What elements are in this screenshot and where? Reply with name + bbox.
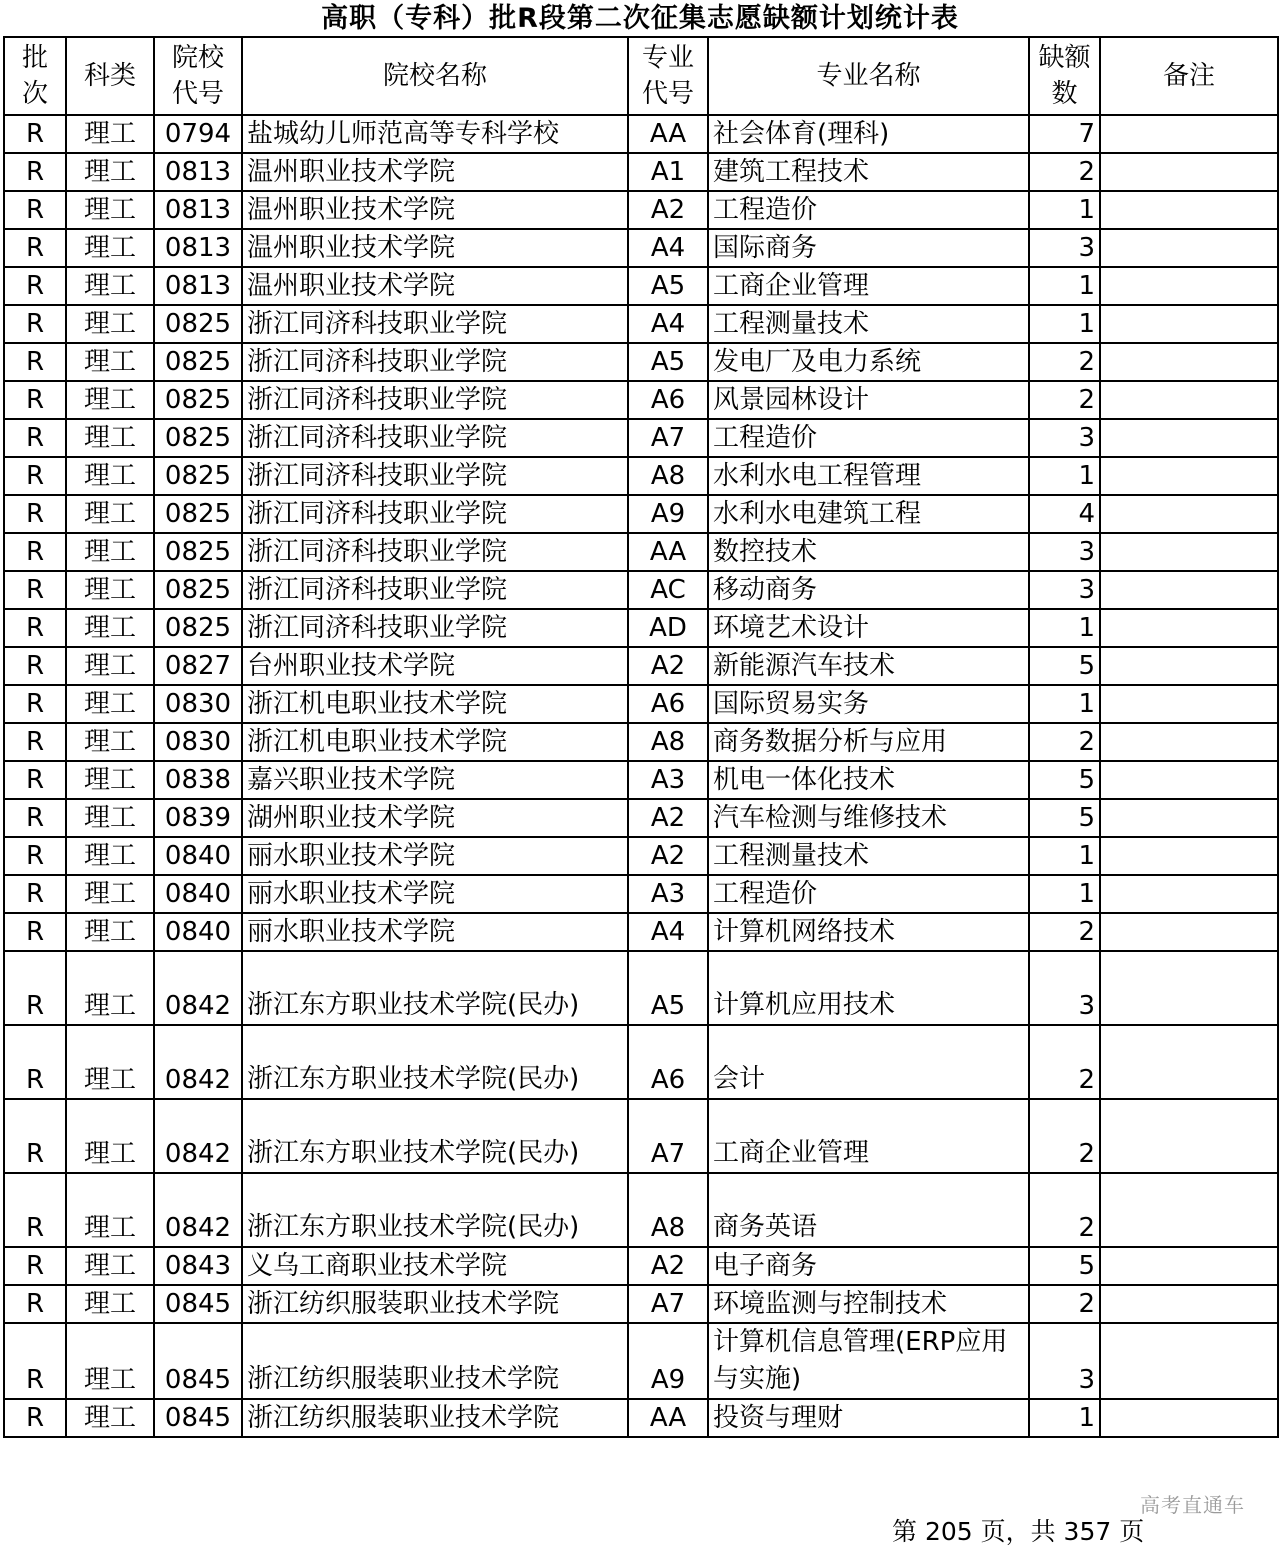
cell-major-code: A4 — [628, 913, 708, 951]
cell-school-code: 0842 — [154, 1173, 242, 1247]
page-title: 高职（专科）批R段第二次征集志愿缺额计划统计表 — [321, 3, 959, 34]
cell-category: 理工 — [66, 267, 154, 305]
cell-school-name: 浙江机电职业技术学院 — [242, 723, 628, 761]
header-major-code: 专业代号 — [628, 37, 708, 115]
cell-major-code: A5 — [628, 951, 708, 1025]
cell-school-code: 0845 — [154, 1399, 242, 1437]
cell-major-name: 计算机网络技术 — [708, 913, 1029, 951]
cell-remarks — [1100, 761, 1278, 799]
cell-major-code: A7 — [628, 1285, 708, 1323]
cell-vacancies: 4 — [1029, 495, 1100, 533]
cell-school-code: 0840 — [154, 913, 242, 951]
cell-category: 理工 — [66, 495, 154, 533]
cell-remarks — [1100, 875, 1278, 913]
cell-vacancies: 1 — [1029, 609, 1100, 647]
cell-remarks — [1100, 381, 1278, 419]
cell-major-name: 数控技术 — [708, 533, 1029, 571]
cell-school-name: 盐城幼儿师范高等专科学校 — [242, 115, 628, 153]
cell-major-code: AA — [628, 115, 708, 153]
cell-batch: R — [4, 153, 66, 191]
cell-school-code: 0825 — [154, 419, 242, 457]
cell-school-code: 0825 — [154, 305, 242, 343]
cell-major-name: 国际贸易实务 — [708, 685, 1029, 723]
cell-major-code: A8 — [628, 457, 708, 495]
cell-school-name: 温州职业技术学院 — [242, 229, 628, 267]
cell-major-name: 水利水电建筑工程 — [708, 495, 1029, 533]
cell-major-code: A1 — [628, 153, 708, 191]
cell-major-code: AC — [628, 571, 708, 609]
cell-vacancies: 3 — [1029, 1323, 1100, 1399]
table-row — [4, 723, 1278, 761]
table-row — [4, 913, 1278, 951]
table-row — [4, 647, 1278, 685]
cell-major-name: 风景园林设计 — [708, 381, 1029, 419]
cell-major-name: 发电厂及电力系统 — [708, 343, 1029, 381]
cell-vacancies: 3 — [1029, 533, 1100, 571]
cell-school-code: 0825 — [154, 343, 242, 381]
cell-major-code: A8 — [628, 723, 708, 761]
cell-school-name-text: 浙江东方职业技术学院(民办) — [247, 1064, 580, 1094]
cell-remarks — [1100, 153, 1278, 191]
cell-batch: R — [4, 761, 66, 799]
cell-major-name: 商务数据分析与应用 — [708, 723, 1029, 761]
cell-major-name-text: 会计 — [713, 1064, 766, 1094]
cell-major-code: A3 — [628, 875, 708, 913]
cell-batch: R — [4, 837, 66, 875]
cell-batch: R — [4, 305, 66, 343]
cell-major-name: 工程造价 — [708, 191, 1029, 229]
cell-remarks — [1100, 799, 1278, 837]
cell-category: 理工 — [66, 457, 154, 495]
cell-school-code: 0825 — [154, 609, 242, 647]
cell-major-name: 机电一体化技术 — [708, 761, 1029, 799]
cell-school-name: 温州职业技术学院 — [242, 267, 628, 305]
table-row — [4, 381, 1278, 419]
table-row — [4, 761, 1278, 799]
cell-vacancies: 2 — [1029, 343, 1100, 381]
cell-major-code: A4 — [628, 229, 708, 267]
cell-remarks — [1100, 419, 1278, 457]
cell-category: 理工 — [66, 419, 154, 457]
cell-remarks — [1100, 457, 1278, 495]
cell-remarks — [1100, 647, 1278, 685]
cell-vacancies: 1 — [1029, 837, 1100, 875]
cell-major-name: 新能源汽车技术 — [708, 647, 1029, 685]
cell-vacancies: 1 — [1029, 875, 1100, 913]
cell-school-code: 0825 — [154, 571, 242, 609]
cell-major-name: 社会体育(理科) — [708, 115, 1029, 153]
cell-major-code: A5 — [628, 267, 708, 305]
cell-batch: R — [4, 229, 66, 267]
cell-major-name: 水利水电工程管理 — [708, 457, 1029, 495]
vacancy-table — [3, 36, 1279, 1438]
cell-batch: R — [4, 457, 66, 495]
table-row — [4, 1247, 1278, 1285]
cell-vacancies: 5 — [1029, 761, 1100, 799]
cell-batch: R — [4, 267, 66, 305]
cell-batch: R — [4, 647, 66, 685]
cell-remarks — [1100, 913, 1278, 951]
cell-school-name — [242, 951, 628, 1025]
cell-vacancies: 2 — [1029, 1173, 1100, 1247]
cell-category: 理工 — [66, 685, 154, 723]
table-row — [4, 115, 1278, 153]
cell-school-name-text: 浙江纺织服装职业技术学院 — [247, 1364, 560, 1394]
cell-major-name: 电子商务 — [708, 1247, 1029, 1285]
table-row — [4, 875, 1278, 913]
cell-batch: R — [4, 723, 66, 761]
cell-school-name: 义乌工商职业技术学院 — [242, 1247, 628, 1285]
cell-major-name-text: 工商企业管理 — [713, 1138, 870, 1168]
cell-school-name: 嘉兴职业技术学院 — [242, 761, 628, 799]
cell-batch: R — [4, 571, 66, 609]
cell-major-name-text: 计算机应用技术 — [713, 990, 896, 1020]
cell-major-name — [708, 1025, 1029, 1099]
cell-major-name: 汽车检测与维修技术 — [708, 799, 1029, 837]
cell-major-code: AD — [628, 609, 708, 647]
cell-category: 理工 — [66, 1173, 154, 1247]
cell-major-code: A2 — [628, 1247, 708, 1285]
cell-school-name-text: 浙江东方职业技术学院(民办) — [247, 1212, 580, 1242]
table-row — [4, 1173, 1278, 1247]
cell-remarks — [1100, 571, 1278, 609]
cell-vacancies: 3 — [1029, 419, 1100, 457]
cell-major-code: A7 — [628, 419, 708, 457]
cell-vacancies: 5 — [1029, 799, 1100, 837]
cell-remarks — [1100, 837, 1278, 875]
cell-school-name-text: 浙江东方职业技术学院(民办) — [247, 990, 580, 1020]
cell-school-code: 0840 — [154, 875, 242, 913]
cell-category: 理工 — [66, 153, 154, 191]
table-row — [4, 267, 1278, 305]
cell-major-name: 投资与理财 — [708, 1399, 1029, 1437]
cell-remarks — [1100, 1285, 1278, 1323]
cell-remarks — [1100, 115, 1278, 153]
cell-school-name: 湖州职业技术学院 — [242, 799, 628, 837]
cell-remarks — [1100, 723, 1278, 761]
table-row — [4, 305, 1278, 343]
table-row — [4, 1025, 1278, 1099]
cell-batch: R — [4, 1399, 66, 1437]
cell-major-code: A7 — [628, 1099, 708, 1173]
cell-remarks — [1100, 191, 1278, 229]
cell-remarks — [1100, 495, 1278, 533]
table-row — [4, 229, 1278, 267]
cell-category: 理工 — [66, 343, 154, 381]
cell-major-name: 环境监测与控制技术 — [708, 1285, 1029, 1323]
cell-school-name — [242, 1025, 628, 1099]
cell-major-code: A3 — [628, 761, 708, 799]
cell-major-code: AA — [628, 533, 708, 571]
cell-remarks — [1100, 609, 1278, 647]
cell-remarks — [1100, 1025, 1278, 1099]
cell-category: 理工 — [66, 305, 154, 343]
cell-category: 理工 — [66, 609, 154, 647]
cell-vacancies: 2 — [1029, 723, 1100, 761]
cell-batch: R — [4, 1025, 66, 1099]
cell-school-code: 0825 — [154, 495, 242, 533]
table-row — [4, 533, 1278, 571]
cell-category: 理工 — [66, 1025, 154, 1099]
cell-school-name: 浙江同济科技职业学院 — [242, 305, 628, 343]
cell-school-name: 浙江机电职业技术学院 — [242, 685, 628, 723]
table-row — [4, 837, 1278, 875]
cell-school-name: 温州职业技术学院 — [242, 191, 628, 229]
cell-category: 理工 — [66, 1247, 154, 1285]
cell-school-code: 0845 — [154, 1285, 242, 1323]
cell-school-name: 浙江同济科技职业学院 — [242, 419, 628, 457]
table-row — [4, 343, 1278, 381]
cell-school-code: 0794 — [154, 115, 242, 153]
cell-school-code: 0842 — [154, 951, 242, 1025]
cell-school-code: 0842 — [154, 1025, 242, 1099]
cell-remarks — [1100, 1399, 1278, 1437]
cell-batch: R — [4, 799, 66, 837]
cell-major-code: A2 — [628, 799, 708, 837]
cell-major-name: 工商企业管理 — [708, 267, 1029, 305]
cell-major-name: 工程造价 — [708, 419, 1029, 457]
cell-remarks — [1100, 951, 1278, 1025]
cell-school-name — [242, 1323, 628, 1399]
cell-school-code: 0813 — [154, 191, 242, 229]
cell-school-name: 浙江同济科技职业学院 — [242, 609, 628, 647]
cell-school-name: 丽水职业技术学院 — [242, 875, 628, 913]
cell-school-name: 浙江同济科技职业学院 — [242, 457, 628, 495]
cell-major-code: A2 — [628, 191, 708, 229]
cell-vacancies: 2 — [1029, 1285, 1100, 1323]
cell-major-name — [708, 951, 1029, 1025]
cell-vacancies: 1 — [1029, 305, 1100, 343]
cell-batch: R — [4, 533, 66, 571]
cell-batch: R — [4, 343, 66, 381]
table-row — [4, 609, 1278, 647]
cell-school-name: 浙江纺织服装职业技术学院 — [242, 1285, 628, 1323]
header-row — [4, 37, 1278, 115]
cell-category: 理工 — [66, 1323, 154, 1399]
cell-category: 理工 — [66, 647, 154, 685]
cell-batch: R — [4, 951, 66, 1025]
cell-category: 理工 — [66, 951, 154, 1025]
table-row — [4, 1285, 1278, 1323]
cell-category: 理工 — [66, 533, 154, 571]
cell-school-name — [242, 1099, 628, 1173]
cell-vacancies: 2 — [1029, 381, 1100, 419]
cell-remarks — [1100, 305, 1278, 343]
cell-vacancies: 2 — [1029, 1025, 1100, 1099]
cell-batch: R — [4, 495, 66, 533]
cell-vacancies: 3 — [1029, 571, 1100, 609]
table-row — [4, 1323, 1278, 1399]
cell-batch: R — [4, 1323, 66, 1399]
cell-remarks — [1100, 343, 1278, 381]
cell-remarks — [1100, 1247, 1278, 1285]
cell-school-name: 浙江同济科技职业学院 — [242, 533, 628, 571]
cell-vacancies: 1 — [1029, 267, 1100, 305]
cell-batch: R — [4, 191, 66, 229]
header-batch: 批次 — [4, 37, 66, 115]
cell-batch: R — [4, 1247, 66, 1285]
header-school-code: 院校代号 — [154, 37, 242, 115]
cell-major-name — [708, 1099, 1029, 1173]
cell-major-name-text: 计算机信息管理(ERP应用与实施) — [713, 1327, 1008, 1394]
cell-school-code: 0843 — [154, 1247, 242, 1285]
cell-major-name: 工程造价 — [708, 875, 1029, 913]
cell-major-code: A6 — [628, 1025, 708, 1099]
cell-school-code: 0827 — [154, 647, 242, 685]
cell-school-name: 温州职业技术学院 — [242, 153, 628, 191]
cell-category: 理工 — [66, 837, 154, 875]
cell-school-code: 0842 — [154, 1099, 242, 1173]
cell-batch: R — [4, 381, 66, 419]
cell-major-code: A6 — [628, 685, 708, 723]
watermark: 高考直通车 — [1140, 1493, 1245, 1517]
cell-batch: R — [4, 1099, 66, 1173]
cell-category: 理工 — [66, 1399, 154, 1437]
cell-vacancies: 1 — [1029, 685, 1100, 723]
table-row — [4, 457, 1278, 495]
cell-batch: R — [4, 913, 66, 951]
cell-school-code: 0825 — [154, 381, 242, 419]
cell-remarks — [1100, 533, 1278, 571]
page-indicator: 第 205 页，共 357 页 — [892, 1517, 1145, 1546]
cell-remarks — [1100, 1323, 1278, 1399]
cell-major-name — [708, 1173, 1029, 1247]
cell-category: 理工 — [66, 229, 154, 267]
cell-category: 理工 — [66, 875, 154, 913]
cell-remarks — [1100, 685, 1278, 723]
cell-category: 理工 — [66, 1099, 154, 1173]
cell-school-code: 0830 — [154, 685, 242, 723]
cell-school-name: 丽水职业技术学院 — [242, 913, 628, 951]
cell-school-name: 浙江同济科技职业学院 — [242, 571, 628, 609]
cell-school-code: 0845 — [154, 1323, 242, 1399]
cell-vacancies: 7 — [1029, 115, 1100, 153]
header-category: 科类 — [66, 37, 154, 115]
cell-school-code: 0813 — [154, 229, 242, 267]
cell-major-code: A5 — [628, 343, 708, 381]
cell-category: 理工 — [66, 761, 154, 799]
cell-major-code: AA — [628, 1399, 708, 1437]
table-row — [4, 419, 1278, 457]
cell-school-name-text: 浙江东方职业技术学院(民办) — [247, 1138, 580, 1168]
table-body — [4, 115, 1278, 1437]
cell-school-code: 0813 — [154, 153, 242, 191]
cell-major-code: A4 — [628, 305, 708, 343]
table-row — [4, 1399, 1278, 1437]
cell-batch: R — [4, 1173, 66, 1247]
cell-category: 理工 — [66, 191, 154, 229]
cell-school-code: 0839 — [154, 799, 242, 837]
cell-major-name: 环境艺术设计 — [708, 609, 1029, 647]
cell-vacancies: 2 — [1029, 153, 1100, 191]
cell-school-name: 台州职业技术学院 — [242, 647, 628, 685]
cell-school-name: 浙江同济科技职业学院 — [242, 343, 628, 381]
cell-major-code: A2 — [628, 837, 708, 875]
cell-vacancies: 3 — [1029, 951, 1100, 1025]
cell-batch: R — [4, 419, 66, 457]
cell-category: 理工 — [66, 799, 154, 837]
cell-school-name: 浙江同济科技职业学院 — [242, 381, 628, 419]
cell-remarks — [1100, 1099, 1278, 1173]
cell-major-name: 建筑工程技术 — [708, 153, 1029, 191]
header-major-name: 专业名称 — [708, 37, 1029, 115]
cell-school-code: 0838 — [154, 761, 242, 799]
cell-vacancies: 5 — [1029, 647, 1100, 685]
cell-major-code: A6 — [628, 381, 708, 419]
cell-school-name: 浙江同济科技职业学院 — [242, 495, 628, 533]
cell-remarks — [1100, 1173, 1278, 1247]
cell-major-code: A9 — [628, 495, 708, 533]
cell-batch: R — [4, 609, 66, 647]
cell-major-name-text: 商务英语 — [713, 1212, 818, 1242]
cell-major-code: A2 — [628, 647, 708, 685]
cell-vacancies: 2 — [1029, 913, 1100, 951]
cell-vacancies: 1 — [1029, 457, 1100, 495]
table-row — [4, 1099, 1278, 1173]
cell-category: 理工 — [66, 723, 154, 761]
cell-remarks — [1100, 229, 1278, 267]
cell-school-name: 浙江纺织服装职业技术学院 — [242, 1399, 628, 1437]
cell-vacancies: 2 — [1029, 1099, 1100, 1173]
cell-school-code: 0825 — [154, 457, 242, 495]
cell-category: 理工 — [66, 381, 154, 419]
cell-school-name — [242, 1173, 628, 1247]
table-row — [4, 495, 1278, 533]
cell-vacancies: 3 — [1029, 229, 1100, 267]
cell-school-code: 0813 — [154, 267, 242, 305]
cell-major-name: 工程测量技术 — [708, 305, 1029, 343]
cell-batch: R — [4, 685, 66, 723]
cell-school-code: 0830 — [154, 723, 242, 761]
cell-batch: R — [4, 875, 66, 913]
table-row — [4, 685, 1278, 723]
cell-school-code: 0840 — [154, 837, 242, 875]
cell-category: 理工 — [66, 571, 154, 609]
cell-school-name: 丽水职业技术学院 — [242, 837, 628, 875]
cell-vacancies: 1 — [1029, 1399, 1100, 1437]
table-row — [4, 153, 1278, 191]
cell-major-name: 工程测量技术 — [708, 837, 1029, 875]
cell-remarks — [1100, 267, 1278, 305]
header-remarks: 备注 — [1100, 37, 1278, 115]
cell-category: 理工 — [66, 1285, 154, 1323]
cell-vacancies: 5 — [1029, 1247, 1100, 1285]
header-school-name: 院校名称 — [242, 37, 628, 115]
cell-category: 理工 — [66, 913, 154, 951]
cell-major-name: 国际商务 — [708, 229, 1029, 267]
cell-category: 理工 — [66, 115, 154, 153]
table-row — [4, 799, 1278, 837]
cell-major-name — [708, 1323, 1029, 1399]
header-vacancies: 缺额数 — [1029, 37, 1100, 115]
cell-major-code: A8 — [628, 1173, 708, 1247]
cell-vacancies: 1 — [1029, 191, 1100, 229]
table-row — [4, 191, 1278, 229]
cell-batch: R — [4, 115, 66, 153]
cell-batch: R — [4, 1285, 66, 1323]
table-row — [4, 951, 1278, 1025]
cell-school-code: 0825 — [154, 533, 242, 571]
table-row — [4, 571, 1278, 609]
cell-major-name: 移动商务 — [708, 571, 1029, 609]
cell-major-code: A9 — [628, 1323, 708, 1399]
